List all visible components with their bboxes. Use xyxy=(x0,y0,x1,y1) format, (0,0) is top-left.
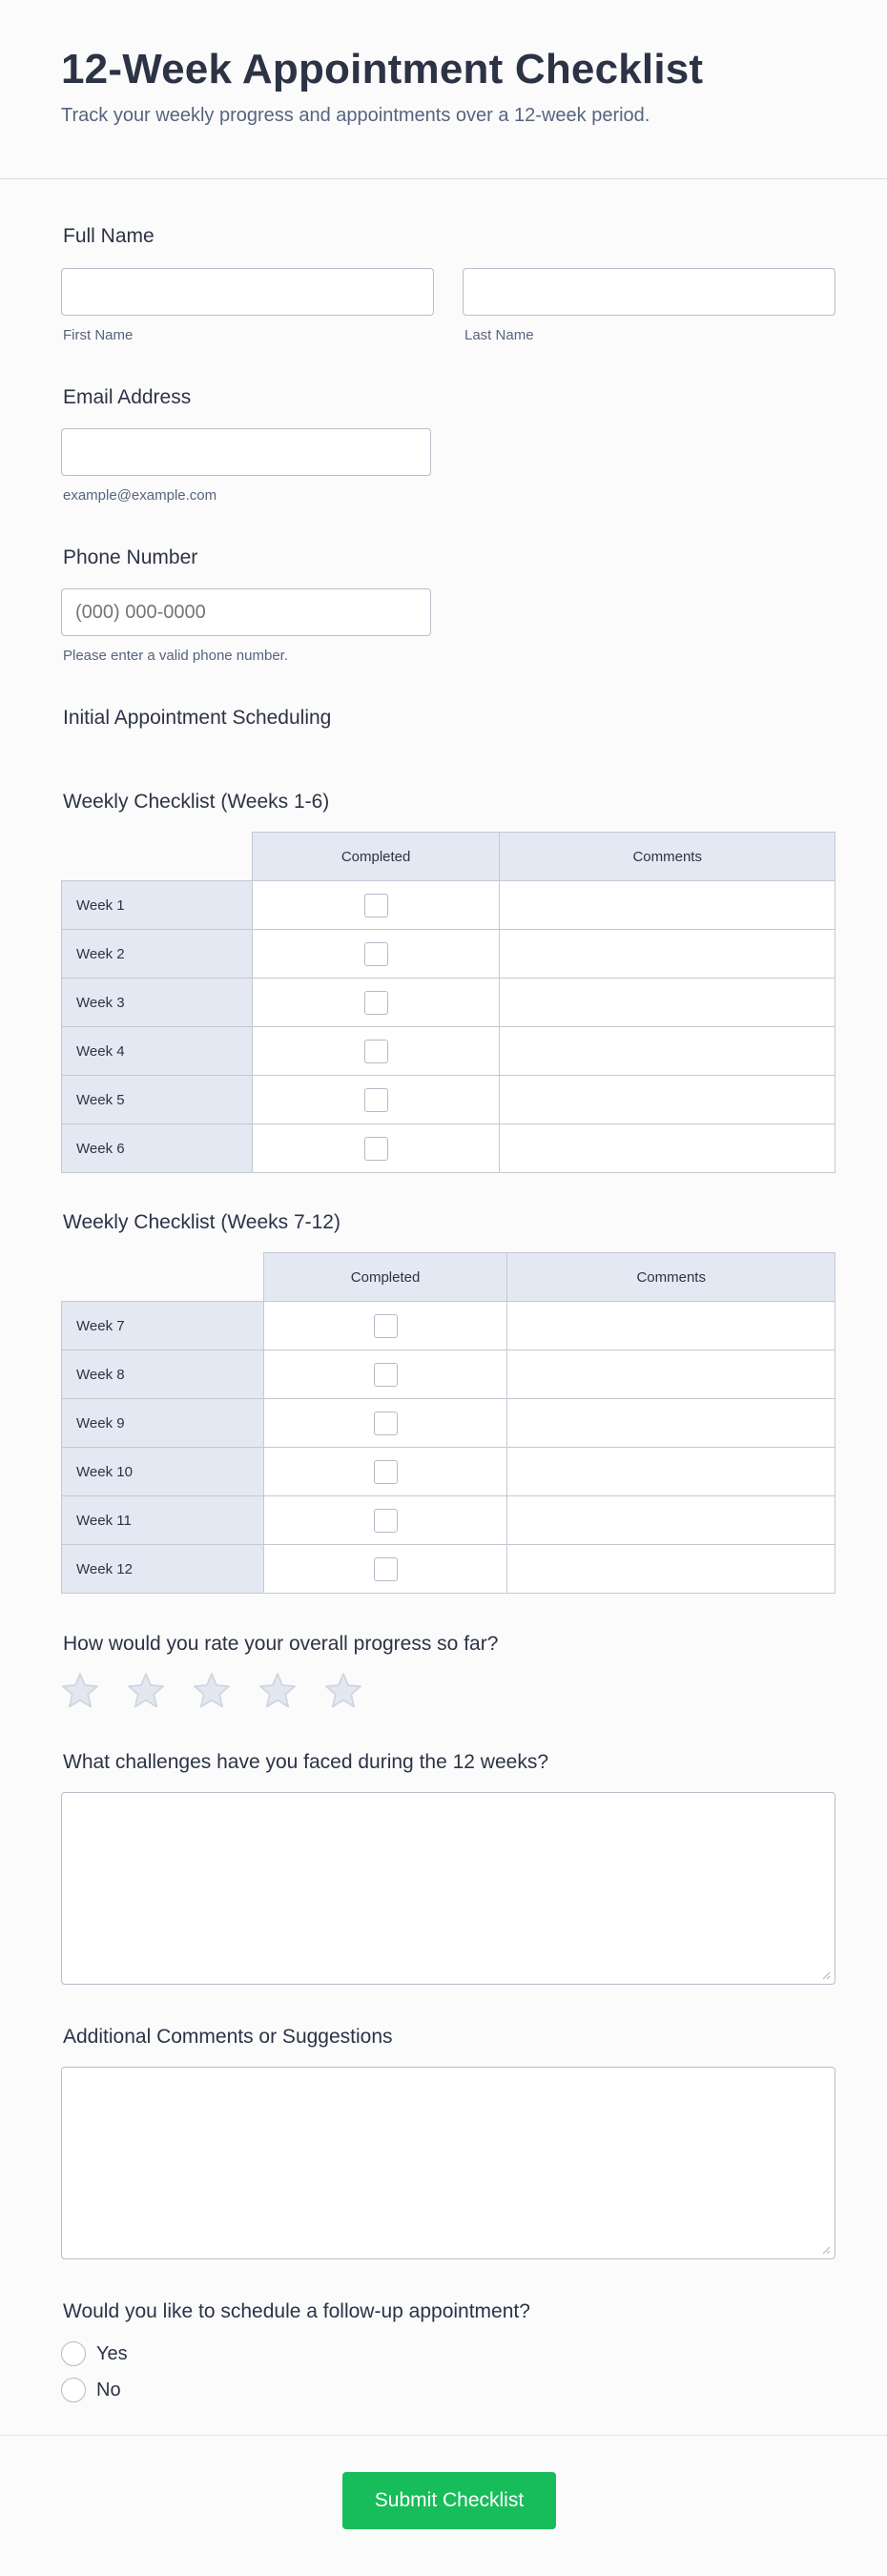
comments-textarea[interactable] xyxy=(61,2067,835,2259)
row-label: Week 4 xyxy=(62,1027,253,1076)
resize-handle-icon[interactable] xyxy=(821,1970,831,1980)
row-label: Week 12 xyxy=(62,1545,264,1594)
form-subtitle: Track your weekly progress and appointments over a 12-week period. xyxy=(61,105,650,126)
comments-cell[interactable] xyxy=(500,979,835,1027)
completed-cell xyxy=(252,979,500,1027)
row-label: Week 1 xyxy=(62,881,253,930)
row-label: Week 11 xyxy=(62,1496,264,1545)
table-row xyxy=(62,979,835,1027)
radio-yes[interactable] xyxy=(61,2341,86,2366)
checklist-1-table xyxy=(61,832,835,1173)
follow-up-label: Would you like to schedule a follow-up appointment? xyxy=(63,2300,530,2322)
phone-sublabel: Please enter a valid phone number. xyxy=(63,648,288,664)
star-icon[interactable] xyxy=(322,1671,364,1711)
table-row xyxy=(62,930,835,979)
completed-checkbox[interactable] xyxy=(364,1088,388,1112)
column-header-completed: Completed xyxy=(252,833,500,881)
comments-cell[interactable] xyxy=(500,1076,835,1124)
submit-button[interactable]: Submit Checklist xyxy=(342,2472,556,2529)
full-name-label: Full Name xyxy=(63,225,155,247)
table-row xyxy=(62,1350,835,1399)
table-row xyxy=(62,1545,835,1594)
completed-cell xyxy=(263,1302,507,1350)
row-label: Week 7 xyxy=(62,1302,264,1350)
table-row xyxy=(62,1496,835,1545)
column-header-completed: Completed xyxy=(263,1253,507,1302)
completed-cell xyxy=(263,1545,507,1594)
star-icon[interactable] xyxy=(125,1671,167,1711)
completed-checkbox[interactable] xyxy=(374,1363,398,1387)
star-icon[interactable] xyxy=(191,1671,233,1711)
star-icon[interactable] xyxy=(59,1671,101,1711)
row-label: Week 2 xyxy=(62,930,253,979)
completed-checkbox[interactable] xyxy=(374,1314,398,1338)
table-row xyxy=(62,1076,835,1124)
row-label: Week 6 xyxy=(62,1124,253,1173)
comments-cell[interactable] xyxy=(507,1545,835,1594)
completed-checkbox[interactable] xyxy=(364,894,388,917)
table-row xyxy=(62,1302,835,1350)
radio-no[interactable] xyxy=(61,2378,86,2402)
row-label: Week 9 xyxy=(62,1399,264,1448)
table-row xyxy=(62,1124,835,1173)
radio-yes-label[interactable]: Yes xyxy=(96,2343,128,2364)
matrix-corner xyxy=(62,1253,264,1302)
phone-label: Phone Number xyxy=(63,546,198,568)
completed-checkbox[interactable] xyxy=(374,1412,398,1435)
last-name-input[interactable] xyxy=(463,268,835,316)
completed-cell xyxy=(263,1399,507,1448)
comments-cell[interactable] xyxy=(500,1124,835,1173)
completed-checkbox[interactable] xyxy=(364,1040,388,1063)
form-title: 12-Week Appointment Checklist xyxy=(61,46,704,93)
email-sublabel: example@example.com xyxy=(63,487,217,504)
row-label: Week 5 xyxy=(62,1076,253,1124)
form-header xyxy=(0,0,887,179)
completed-cell xyxy=(263,1350,507,1399)
completed-cell xyxy=(252,1027,500,1076)
checklist-2-table xyxy=(61,1252,835,1594)
comments-label: Additional Comments or Suggestions xyxy=(63,2026,393,2048)
comments-cell[interactable] xyxy=(507,1399,835,1448)
completed-checkbox[interactable] xyxy=(364,1137,388,1161)
challenges-textarea[interactable] xyxy=(61,1792,835,1985)
table-row xyxy=(62,1399,835,1448)
checklist-1-label: Weekly Checklist (Weeks 1-6) xyxy=(63,791,330,813)
first-name-input[interactable] xyxy=(61,268,434,316)
comments-cell[interactable] xyxy=(500,1027,835,1076)
completed-cell xyxy=(252,1124,500,1173)
challenges-label: What challenges have you faced during the 12 weeks? xyxy=(63,1751,548,1773)
comments-cell[interactable] xyxy=(500,930,835,979)
resize-handle-icon[interactable] xyxy=(821,2245,831,2255)
column-header-comments: Comments xyxy=(507,1253,835,1302)
rating-label: How would you rate your overall progress so far? xyxy=(63,1633,499,1655)
row-label: Week 3 xyxy=(62,979,253,1027)
checklist-2-label: Weekly Checklist (Weeks 7-12) xyxy=(63,1211,340,1233)
row-label: Week 10 xyxy=(62,1448,264,1496)
completed-cell xyxy=(263,1448,507,1496)
comments-cell[interactable] xyxy=(507,1350,835,1399)
first-name-sublabel: First Name xyxy=(63,327,134,343)
star-icon[interactable] xyxy=(257,1671,299,1711)
table-row xyxy=(62,1448,835,1496)
completed-checkbox[interactable] xyxy=(374,1557,398,1581)
matrix-corner xyxy=(62,833,253,881)
completed-cell xyxy=(252,930,500,979)
completed-cell xyxy=(252,881,500,930)
email-input[interactable] xyxy=(61,428,431,476)
table-row xyxy=(62,881,835,930)
table-row xyxy=(62,1027,835,1076)
initial-scheduling-label: Initial Appointment Scheduling xyxy=(63,707,332,729)
row-label: Week 8 xyxy=(62,1350,264,1399)
completed-cell xyxy=(263,1496,507,1545)
comments-cell[interactable] xyxy=(507,1302,835,1350)
column-header-comments: Comments xyxy=(500,833,835,881)
phone-input[interactable] xyxy=(61,588,431,636)
completed-checkbox[interactable] xyxy=(364,942,388,966)
completed-cell xyxy=(252,1076,500,1124)
comments-cell[interactable] xyxy=(500,881,835,930)
completed-checkbox[interactable] xyxy=(364,991,388,1015)
comments-cell[interactable] xyxy=(507,1448,835,1496)
email-label: Email Address xyxy=(63,386,192,408)
comments-cell[interactable] xyxy=(507,1496,835,1545)
last-name-sublabel: Last Name xyxy=(464,327,534,343)
completed-checkbox[interactable] xyxy=(374,1460,398,1484)
radio-no-label[interactable]: No xyxy=(96,2380,121,2401)
completed-checkbox[interactable] xyxy=(374,1509,398,1533)
